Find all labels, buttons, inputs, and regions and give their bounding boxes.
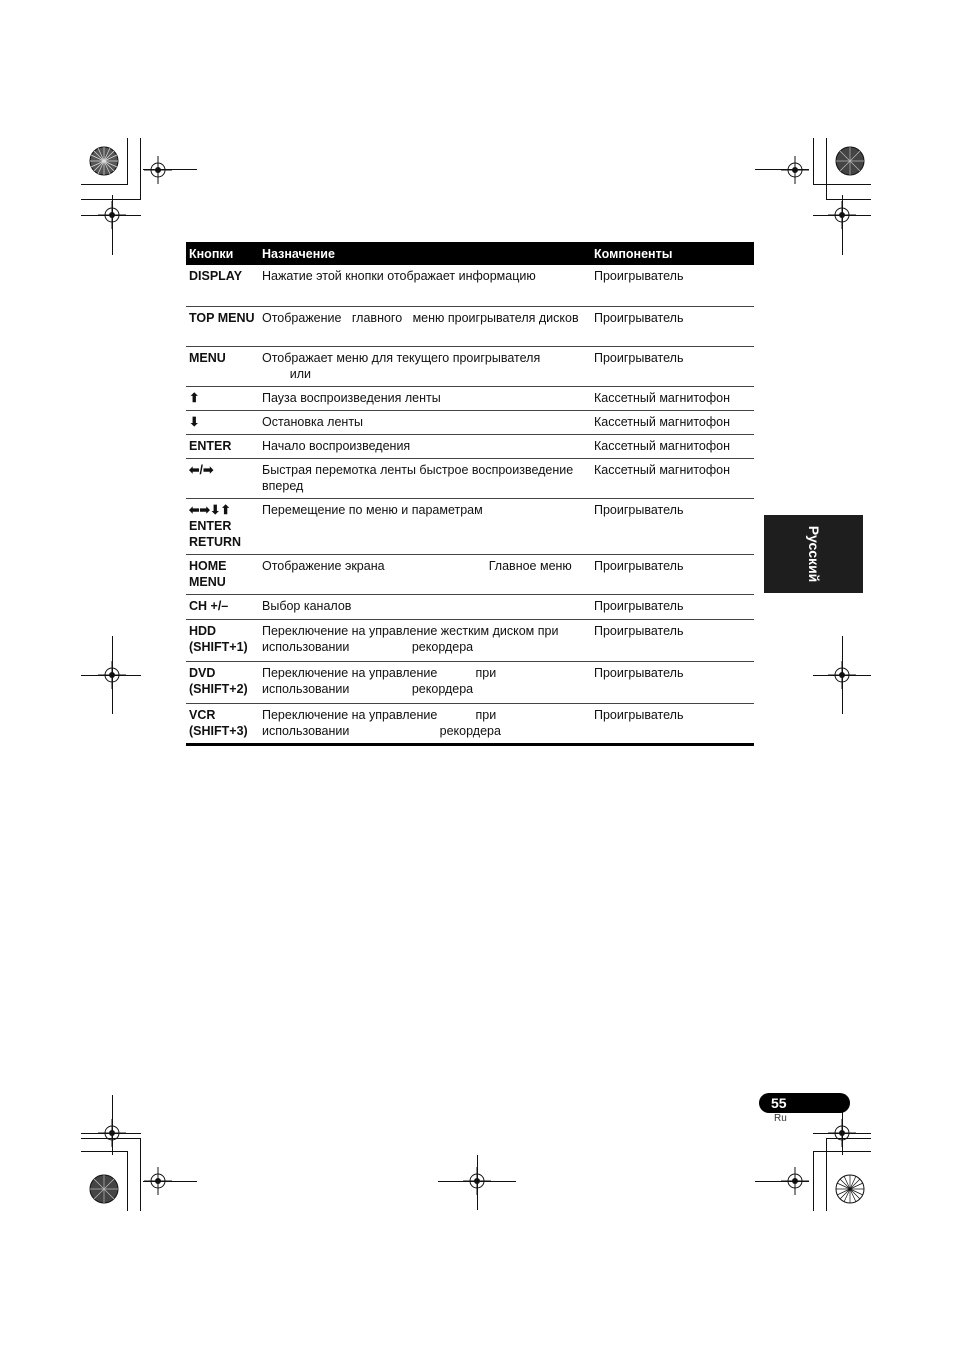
table-row — [186, 594, 754, 619]
language-tab-label: Русский — [805, 525, 822, 583]
button-name: (SHIFT+1) — [189, 639, 248, 654]
purpose-cell — [259, 386, 591, 410]
table-row — [186, 619, 754, 661]
table-row — [186, 554, 754, 594]
button-name-cell — [186, 554, 259, 594]
table-row — [186, 458, 754, 498]
purpose-text: Быстрая перемотка ленты быстрое воспроизведение — [262, 462, 574, 477]
page-number: 55 — [771, 1095, 787, 1111]
table-row — [186, 306, 754, 346]
purpose-text: использовании рекордера — [262, 681, 474, 696]
purpose-cell — [259, 306, 591, 346]
component-cell: Проигрыватель — [591, 306, 754, 346]
purpose-cell — [259, 703, 591, 744]
component-cell: Проигрыватель — [591, 498, 754, 554]
language-side-tab — [764, 515, 863, 593]
crosshair-mark-icon — [781, 156, 809, 184]
button-name: TOP MENU — [189, 310, 255, 325]
button-name: MENU — [189, 574, 226, 589]
button-name: ⬅➡⬇⬆ — [189, 502, 231, 517]
button-name: DISPLAY — [189, 269, 243, 283]
button-name-cell — [186, 434, 259, 458]
purpose-cell — [259, 619, 591, 661]
component-cell: Проигрыватель — [591, 346, 754, 386]
purpose-text: Остановка ленты — [262, 414, 364, 429]
table-row — [186, 386, 754, 410]
purpose-text: Переключение на управление жестким диском при — [262, 623, 559, 638]
purpose-text: Переключение на управление при — [262, 665, 497, 680]
component-cell: Кассетный магнитофон — [591, 434, 754, 458]
table-row — [186, 498, 754, 554]
purpose-text: Пауза воспроизведения ленты — [262, 390, 441, 405]
button-name-cell — [186, 265, 259, 306]
buttons-table — [186, 242, 754, 746]
button-name-cell — [186, 703, 259, 744]
button-name-cell — [186, 661, 259, 703]
button-name: CH +/– — [189, 598, 229, 613]
button-name-cell — [186, 386, 259, 410]
button-name-cell — [186, 594, 259, 619]
button-name: (SHIFT+3) — [189, 723, 248, 738]
component-cell: Проигрыватель — [591, 265, 754, 306]
table-row — [186, 661, 754, 703]
purpose-text: вперед — [262, 478, 304, 493]
button-name-cell — [186, 498, 259, 554]
purpose-cell — [259, 346, 591, 386]
button-name: ⬆ — [189, 390, 200, 405]
purpose-text: Отображает меню для текущего проигрывателя — [262, 350, 541, 365]
component-cell: Проигрыватель — [591, 703, 754, 744]
purpose-text: Переключение на управление при — [262, 707, 497, 722]
button-name-cell — [186, 306, 259, 346]
button-name-cell — [186, 346, 259, 386]
purpose-cell — [259, 661, 591, 703]
table-row — [186, 410, 754, 434]
component-cell: Кассетный магнитофон — [591, 410, 754, 434]
purpose-text: Отображение экрана Главное меню — [262, 558, 572, 573]
crosshair-mark-icon — [144, 156, 172, 184]
purpose-cell — [259, 434, 591, 458]
starburst-mark-icon — [88, 1173, 120, 1205]
button-name: ⬇ — [189, 414, 200, 429]
button-name-cell — [186, 458, 259, 498]
button-name: (SHIFT+2) — [189, 681, 248, 696]
starburst-mark-icon — [88, 145, 120, 177]
component-cell: Проигрыватель — [591, 554, 754, 594]
header-purpose: Назначение — [259, 242, 591, 265]
starburst-mark-icon — [834, 1173, 866, 1205]
button-name: MENU — [189, 350, 226, 365]
purpose-text: Выбор каналов — [262, 598, 352, 613]
purpose-cell — [259, 498, 591, 554]
header-components: Компоненты — [591, 242, 754, 265]
purpose-text: Начало воспроизведения — [262, 438, 411, 453]
purpose-cell — [259, 554, 591, 594]
purpose-cell — [259, 265, 591, 306]
purpose-text: или — [262, 366, 312, 381]
table-row — [186, 346, 754, 386]
button-name: VCR — [189, 707, 216, 722]
purpose-cell — [259, 410, 591, 434]
button-name-cell — [186, 410, 259, 434]
button-name: RETURN — [189, 534, 242, 549]
component-cell: Кассетный магнитофон — [591, 458, 754, 498]
component-cell: Кассетный магнитофон — [591, 386, 754, 410]
purpose-cell — [259, 594, 591, 619]
table-row — [186, 265, 754, 306]
header-buttons: Кнопки — [186, 242, 259, 265]
purpose-text: Перемещение по меню и параметрам — [262, 502, 483, 517]
component-cell: Проигрыватель — [591, 594, 754, 619]
table-row — [186, 703, 754, 744]
component-cell: Проигрыватель — [591, 619, 754, 661]
component-cell: Проигрыватель — [591, 661, 754, 703]
table-row — [186, 434, 754, 458]
purpose-text: использовании рекордера — [262, 723, 501, 738]
button-name: HOME — [189, 558, 227, 573]
purpose-text: Нажатие этой кнопки отображает информацию — [262, 269, 536, 283]
page-language-code: Ru — [774, 1113, 787, 1124]
purpose-text: использовании рекордера — [262, 639, 474, 654]
button-name: ENTER — [189, 518, 232, 533]
button-name: HDD — [189, 623, 217, 638]
table-header-row — [186, 242, 754, 265]
button-name: ENTER — [189, 438, 232, 453]
purpose-text: Отображение главного меню проигрывателя дисков — [262, 310, 579, 325]
button-name-cell — [186, 619, 259, 661]
purpose-cell — [259, 458, 591, 498]
starburst-mark-icon — [834, 145, 866, 177]
table-body — [186, 265, 754, 744]
button-name: DVD — [189, 665, 216, 680]
page-number-badge — [759, 1093, 850, 1113]
button-name: ⬅/➡ — [189, 462, 214, 477]
